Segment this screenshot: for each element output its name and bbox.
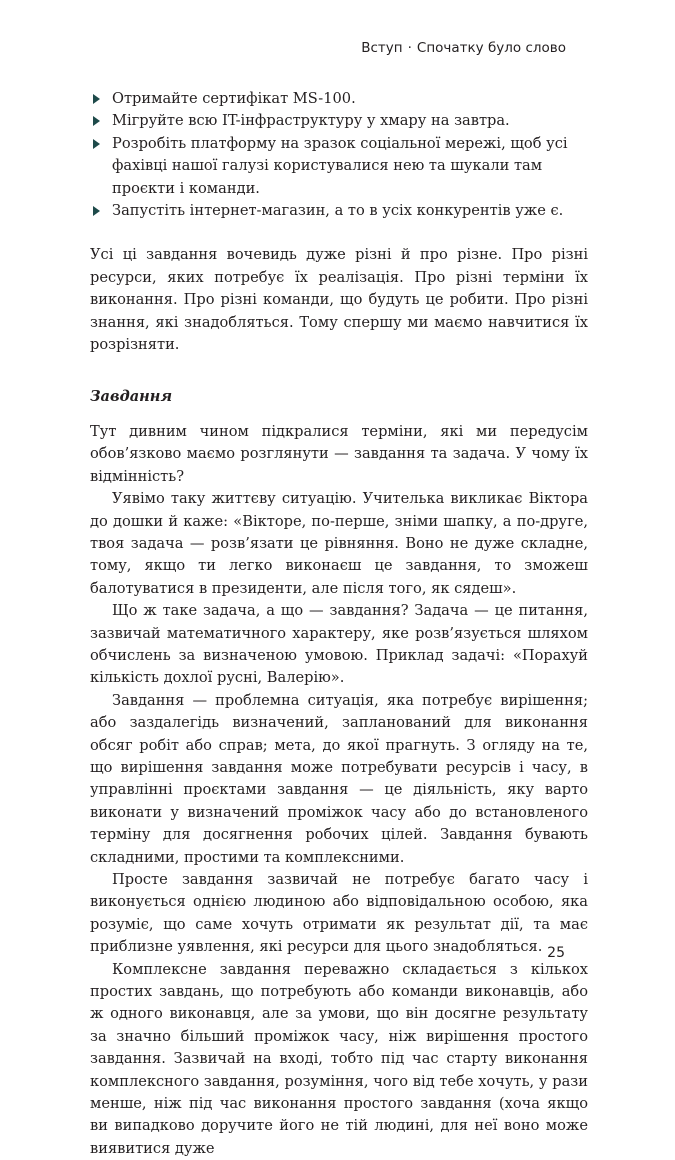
header-chapter: Спочатку було слово bbox=[416, 40, 566, 56]
body-paragraph: Що ж таке задача, а що — завдання? Задача — це питання, зазвичай математичного характеру, яке розв’язується шляхом обчислень за визначеною умовою. Приклад задачі: «Порахуй кількість дохлої русні, Валерію». bbox=[90, 602, 588, 687]
section-heading: Завдання bbox=[90, 388, 173, 406]
list-item bbox=[90, 200, 588, 222]
intro-paragraph: Усі ці завдання вочевидь дуже різні й про різне. Про різні ресурси, яких потребує їх реалізація. Про різні терміни їх виконання. Про різні команди, що будуть це робити. Про різні знання, які знадобляться. Тому спершу ми маємо навчитися їх розрізняти. bbox=[90, 246, 588, 354]
list-item bbox=[90, 88, 588, 110]
body-paragraph: Завдання — проблемна ситуація, яка потребує вирішення; або заздалегідь визначений, запланований для виконання обсяг робіт або справ; мета, до якої прагнуть. З огляду на те, що вирішення завдання може потребувати ресурсів і часу, в управлінні проєктами завдання — це діяльність, яку варто виконати у визначений проміжок часу або до встановленого терміну для досягнення робочих цілей. Завдання бувають складними, простими та комплексними. bbox=[90, 691, 588, 866]
list-item-text: Розробіть платформу на зразок соціальної мережі, щоб усі фахівці нашої галузі користувалися нею та шукали там проєкти і команди. bbox=[112, 134, 568, 197]
list-item-text: Мігруйте всю IT-інфраструктуру у хмару на завтра. bbox=[112, 112, 510, 130]
list-item bbox=[90, 110, 588, 132]
body-paragraph: Тут дивним чином підкралися терміни, які ми передусім обов’язково маємо розглянути — завдання та задача. У чому їх відмінність? bbox=[90, 422, 588, 485]
header-section: Вступ bbox=[361, 40, 403, 56]
list-item-text: Запустіть інтернет-магазин, а то в усіх конкурентів уже є. bbox=[112, 202, 564, 220]
running-header bbox=[361, 40, 566, 56]
page-body bbox=[90, 88, 588, 1160]
triangle-bullet-icon bbox=[93, 94, 100, 104]
body-paragraph: Просте завдання зазвичай не потребує багато часу і виконується однією людиною або відповідальною особою, яка розуміє, що саме хочуть отримати як результат дії, та має приблизне уявлення, які ресурси для цього знадобляться. bbox=[90, 871, 588, 956]
task-list bbox=[90, 88, 588, 222]
triangle-bullet-icon bbox=[93, 206, 100, 216]
list-item bbox=[90, 133, 588, 200]
body-paragraph: Комплексне завдання переважно складається з кількох простих завдань, що потребують або команди виконавців, або ж одного виконавця, але за умови, що він досягне результату за значно більший проміжок часу, ніж вирішення простого завдання. Зазвичай на вході, тобто під час старту виконання комплексного завдання, розуміння, чого від тебе хочуть, у рази менше, ніж під час виконання простого завдання (хоча якщо ви випадково доручите його не тій людині, для неї воно може виявитися дуже bbox=[90, 960, 588, 1157]
list-item-text: Отримайте сертифікат MS-100. bbox=[112, 90, 356, 107]
triangle-bullet-icon bbox=[93, 116, 100, 126]
body-paragraph: Уявімо таку життєву ситуацію. Учителька викликає Віктора до дошки й каже: «Вікторе, по-перше, зніми шапку, а по-друге, твоя задача — розв’язати це рівняння. Воно не дуже складне, тому, якщо ти легко виконаєш це завдання, то зможеш балотуватися в президенти, але після того, як сядеш». bbox=[90, 490, 588, 597]
triangle-bullet-icon bbox=[93, 139, 100, 149]
page-number: 25 bbox=[547, 945, 565, 961]
header-separator: · bbox=[407, 40, 412, 56]
